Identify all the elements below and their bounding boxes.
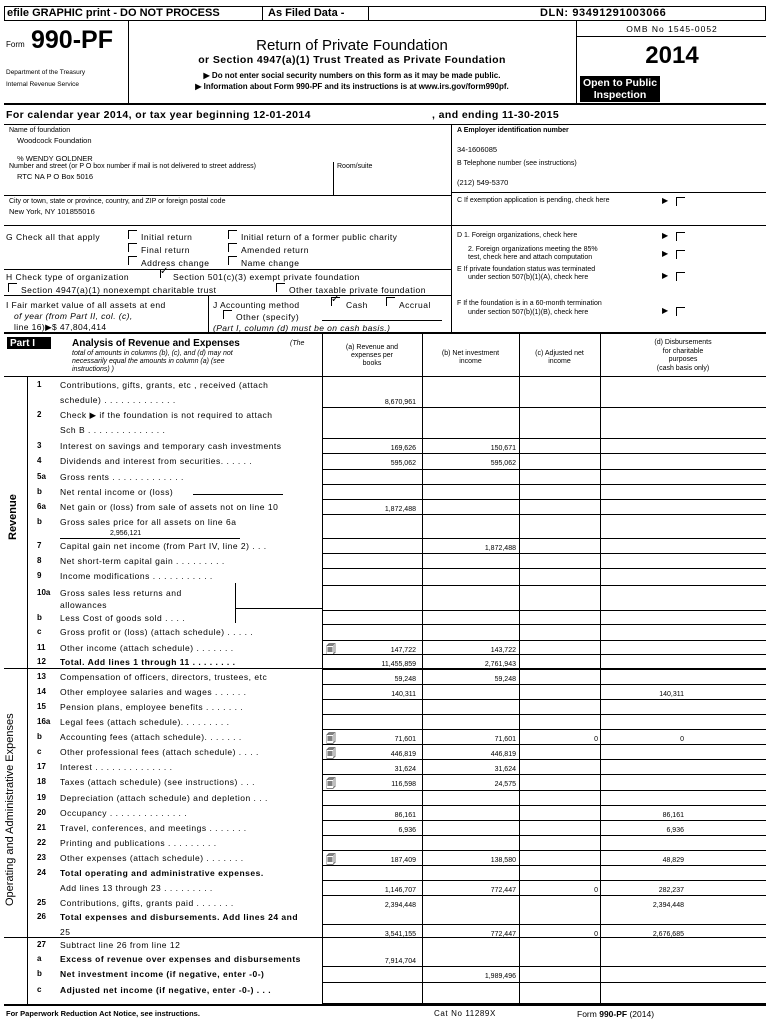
- col-b-value: 150,671: [490, 445, 516, 452]
- part1-title: Analysis of Revenue and Expenses: [72, 338, 240, 349]
- arrow-icon: ▶: [662, 306, 669, 315]
- line-description: Dividends and interest from securities. . . . . .: [60, 456, 253, 466]
- line-number: 1: [37, 380, 42, 389]
- line-description: Less Cost of goods sold . . . .: [60, 613, 186, 623]
- d1-label: D 1. Foreign organizations, check here: [457, 232, 578, 239]
- col-a-value: 147,722: [390, 647, 416, 654]
- foundation-name: Woodcock Foundation: [17, 136, 92, 145]
- line-description: Net rental income or (loss): [60, 487, 174, 497]
- f-label-2: under section 507(b)(1)(B), check here: [468, 309, 589, 316]
- ein-label: A Employer identification number: [457, 127, 569, 134]
- h-label: H Check type of organization: [6, 272, 130, 282]
- city-label: City or town, state or province, country, and ZIP or foreign postal code: [9, 198, 226, 205]
- c-exemption-checkbox[interactable]: [676, 197, 685, 206]
- line-description: Other professional fees (attach schedule) . . . .: [60, 747, 259, 757]
- col-d-header: (d) Disbursements for charitable purposes (cash basis only): [654, 339, 712, 372]
- col-a-value: 187,409: [390, 857, 416, 864]
- part1-desc1: total of amounts in columns (b), (c), and (d) may not: [72, 350, 233, 357]
- room-label: Room/suite: [337, 163, 373, 170]
- col-d-value: 86,161: [662, 812, 684, 819]
- col-d-value: 2,676,685: [652, 931, 684, 938]
- accrual-label: Accrual: [399, 300, 431, 310]
- col-a-value: 1,146,707: [384, 887, 416, 894]
- arrow-icon: ▶: [662, 271, 669, 280]
- banner-middle: As Filed Data -: [268, 7, 345, 19]
- col-a-value: 3,541,155: [384, 931, 416, 938]
- col-b-value: 31,624: [494, 766, 516, 773]
- attachment-icon[interactable]: 🗐: [326, 779, 336, 790]
- street-label: Number and street (or P O box number if mail is not delivered to street address): [9, 163, 256, 170]
- line-number: 14: [37, 687, 46, 696]
- col-a-value: 86,161: [394, 812, 416, 819]
- col-a-value: 140,311: [391, 691, 416, 698]
- line-number: b: [37, 969, 42, 978]
- attachment-icon[interactable]: 🗐: [326, 855, 336, 866]
- initial-former-checkbox[interactable]: [228, 230, 237, 239]
- line-description: Contributions, gifts, grants paid . . . . . . .: [60, 898, 234, 908]
- dept-treasury: Department of the Treasury: [6, 69, 86, 76]
- side-expenses-label: Operating and Administrative Expenses: [4, 713, 16, 906]
- line-number: 20: [37, 808, 46, 817]
- banner-left: efile GRAPHIC print - DO NOT PROCESS: [7, 7, 220, 19]
- line-description: Other expenses (attach schedule) . . . . . . .: [60, 853, 244, 863]
- attachment-icon[interactable]: 🗐: [326, 734, 336, 745]
- col-a-value: 6,936: [398, 827, 416, 834]
- address-change-label: Address change: [141, 258, 210, 268]
- open-public-line2: Inspection: [593, 89, 647, 101]
- line-description: Capital gain net income (from Part IV, line 2) . . .: [60, 541, 267, 551]
- line-number: 15: [37, 702, 46, 711]
- j-label: J Accounting method: [213, 300, 300, 310]
- form-title: Return of Private Foundation: [256, 37, 448, 54]
- initial-return-checkbox[interactable]: [128, 230, 137, 239]
- f-label-1: F If the foundation is in a 60-month termination: [457, 300, 602, 307]
- phone-value: (212) 549-5370: [457, 178, 509, 187]
- side-revenue-label: Revenue: [7, 494, 19, 540]
- line-number: 26: [37, 912, 46, 921]
- col-a-value: 446,819: [390, 751, 416, 758]
- care-of: % WENDY GOLDNER: [17, 154, 93, 163]
- line-description: Net investment income (if negative, enter -0-): [60, 969, 265, 979]
- info-note: ▶ Information about Form 990-PF and its instructions is at www.irs.gov/form990pf.: [195, 82, 509, 91]
- line-number: 23: [37, 853, 46, 862]
- d2-checkbox[interactable]: [676, 250, 685, 259]
- banner-dln: DLN: 93491291003066: [540, 7, 667, 19]
- address-change-checkbox[interactable]: [128, 256, 137, 265]
- i-line1: I Fair market value of all assets at end: [6, 300, 166, 310]
- checkmark-icon: ✓: [331, 294, 340, 305]
- col-d-value: 48,829: [662, 857, 684, 864]
- line-description: Adjusted net income (if negative, enter -0-) . . .: [60, 985, 272, 995]
- amended-return-label: Amended return: [241, 245, 309, 255]
- col-b-value: 59,248: [494, 676, 516, 683]
- col-c-value: 0: [594, 736, 598, 743]
- footer-paperwork: For Paperwork Reduction Act Notice, see instructions.: [6, 1009, 200, 1018]
- section-4947-label: Section 4947(a)(1) nonexempt charitable trust: [21, 285, 217, 295]
- line-description: Total. Add lines 1 through 11 . . . . . . . .: [60, 657, 236, 667]
- col-d-value: 0: [680, 736, 684, 743]
- col-b-value: 2,761,943: [484, 661, 516, 668]
- line-description: Occupancy . . . . . . . . . . . . . .: [60, 808, 188, 818]
- col-a-value: 71,601: [394, 736, 416, 743]
- col-b-value: 24,575: [494, 781, 516, 788]
- f-checkbox[interactable]: [676, 307, 685, 316]
- line-description: Net short-term capital gain . . . . . . . . .: [60, 556, 225, 566]
- line-description: Sch B . . . . . . . . . . . . . .: [60, 425, 166, 435]
- ending-date: , and ending 11-30-2015: [432, 109, 560, 121]
- line-number: c: [37, 747, 42, 756]
- line-description: Gross sales price for all assets on line 6a: [60, 517, 237, 527]
- line-description: allowances: [60, 600, 108, 610]
- line-description: Taxes (attach schedule) (see instructions) . . .: [60, 777, 256, 787]
- d2-label-2: test, check here and attach computation: [468, 254, 593, 261]
- accrual-checkbox[interactable]: [386, 297, 395, 306]
- tax-year: 2014: [645, 42, 699, 69]
- amended-return-checkbox[interactable]: [228, 243, 237, 252]
- col-a-value: 2,394,448: [384, 902, 416, 909]
- line-description: Add lines 13 through 23 . . . . . . . . .: [60, 883, 213, 893]
- dept-irs: Internal Revenue Service: [6, 81, 79, 88]
- line-number: 25: [37, 898, 46, 907]
- line-description: schedule) . . . . . . . . . . . . .: [60, 395, 176, 405]
- col-a-value: 11,455,859: [381, 661, 416, 668]
- line-number: 12: [37, 657, 46, 666]
- section-4947-checkbox[interactable]: [8, 283, 17, 292]
- c-exemption-label: C If exemption application is pending, check here: [457, 197, 610, 204]
- part1-desc2: necessarily equal the amounts in column (a) (see: [72, 358, 225, 365]
- line-description: Contributions, gifts, grants, etc , received (attach: [60, 380, 269, 390]
- col-a-value: 595,062: [390, 460, 416, 467]
- line-number: 10a: [37, 588, 51, 597]
- line-number: c: [37, 985, 42, 994]
- line-number: a: [37, 954, 42, 963]
- col-d-value: 2,394,448: [652, 902, 684, 909]
- line-description: 25: [60, 927, 71, 937]
- g-label: G Check all that apply: [6, 232, 101, 242]
- line-description: Compensation of officers, directors, trustees, etc: [60, 672, 268, 682]
- col-a-value: 8,670,961: [384, 399, 416, 406]
- form-number: 990-PF: [31, 26, 113, 54]
- col-b-value: 1,989,496: [484, 973, 516, 980]
- e-label-2: under section 507(b)(1)(A), check here: [468, 274, 589, 281]
- other-method-checkbox[interactable]: [223, 310, 232, 319]
- line-description: Total operating and administrative expenses.: [60, 868, 264, 878]
- line-description: Printing and publications . . . . . . . . .: [60, 838, 217, 848]
- line-number: 13: [37, 672, 46, 681]
- col-a-value: 116,598: [391, 781, 416, 788]
- section-501c3-label: Section 501(c)(3) exempt private foundation: [173, 272, 360, 282]
- line-description: Pension plans, employee benefits . . . . . . .: [60, 702, 244, 712]
- col-b-value: 446,819: [490, 751, 516, 758]
- col-b-value: 595,062: [490, 460, 516, 467]
- col-a-value: 31,624: [394, 766, 416, 773]
- line-number: c: [37, 627, 42, 636]
- line-description: Gross sales less returns and: [60, 588, 182, 598]
- e-label-1: E If private foundation status was terminated: [457, 266, 596, 273]
- col-c-header: (c) Adjusted net income: [535, 350, 584, 365]
- line-description: Total expenses and disbursements. Add lines 24 and: [60, 912, 299, 922]
- col-b-value: 138,580: [490, 857, 516, 864]
- line-number: 5a: [37, 472, 46, 481]
- calendar-year: For calendar year 2014, or tax year beginning 12-01-2014: [6, 109, 311, 121]
- line-number: b: [37, 487, 42, 496]
- line-description: Legal fees (attach schedule). . . . . . . . .: [60, 717, 230, 727]
- line-number: 2: [37, 410, 42, 419]
- line-description: Income modifications . . . . . . . . . . .: [60, 571, 213, 581]
- line-description: Check ▶ if the foundation is not required to attach: [60, 410, 273, 420]
- col-d-value: 140,311: [659, 691, 684, 698]
- line6b-value: 2,956,121: [110, 530, 142, 537]
- col-b-header: (b) Net investment income: [441, 350, 500, 365]
- line-description: Interest . . . . . . . . . . . . . .: [60, 762, 173, 772]
- line-number: 9: [37, 571, 42, 580]
- fmv-assets: line 16)▶$ 47,804,414: [14, 322, 107, 332]
- phone-label: B Telephone number (see instructions): [457, 160, 577, 167]
- col-b-value: 1,872,488: [484, 545, 516, 552]
- e-checkbox[interactable]: [676, 272, 685, 281]
- line-description: Net gain or (loss) from sale of assets not on line 10: [60, 502, 279, 512]
- line-description: Subtract line 26 from line 12: [60, 940, 181, 950]
- line-number: 27: [37, 940, 46, 949]
- city-state-zip: New York, NY 101855016: [9, 207, 95, 216]
- line-description: Excess of revenue over expenses and disbursements: [60, 954, 301, 964]
- d1-checkbox[interactable]: [676, 232, 685, 241]
- line-number: 19: [37, 793, 46, 802]
- line-number: 7: [37, 541, 42, 550]
- footer-form: Form 990-PF (2014): [577, 1009, 655, 1019]
- col-a-value: 1,872,488: [384, 506, 416, 513]
- line-number: 11: [37, 643, 46, 652]
- checkmark-icon: ✓: [160, 266, 169, 277]
- open-public-line1: Open to Public: [582, 77, 658, 89]
- final-return-checkbox[interactable]: [128, 243, 137, 252]
- line-number: b: [37, 613, 42, 622]
- attachment-icon[interactable]: 🗐: [326, 645, 336, 656]
- arrow-icon: ▶: [662, 231, 669, 240]
- part1-desc3: instructions) ): [72, 366, 115, 373]
- line-description: Other employee salaries and wages . . . . . .: [60, 687, 247, 697]
- col-a-value: 7,914,704: [384, 958, 416, 965]
- name-change-label: Name change: [241, 258, 300, 268]
- line-number: 4: [37, 456, 42, 465]
- other-method-label: Other (specify): [236, 312, 300, 322]
- other-taxable-label: Other taxable private foundation: [289, 285, 426, 295]
- form-label: Form: [6, 40, 25, 49]
- ein-value: 34-1606085: [457, 145, 498, 154]
- col-d-value: 282,237: [658, 887, 684, 894]
- line-number: 6a: [37, 502, 46, 511]
- name-change-checkbox[interactable]: [228, 256, 237, 265]
- initial-former-label: Initial return of a former public charity: [241, 232, 398, 242]
- line-number: 17: [37, 762, 46, 771]
- col-b-value: 143,722: [490, 647, 516, 654]
- name-label: Name of foundation: [9, 127, 71, 134]
- line-number: 24: [37, 868, 46, 877]
- col-b-value: 772,447: [490, 931, 516, 938]
- arrow-icon: ▶: [662, 196, 669, 205]
- line-description: Gross rents . . . . . . . . . . . . .: [60, 472, 184, 482]
- d2-label-1: 2. Foreign organizations meeting the 85%: [468, 246, 598, 253]
- line-number: 21: [37, 823, 46, 832]
- line-number: 16a: [37, 717, 51, 726]
- line-description: Other income (attach schedule) . . . . . . .: [60, 643, 234, 653]
- col-c-value: 0: [594, 931, 598, 938]
- col-c-value: 0: [594, 887, 598, 894]
- attachment-icon[interactable]: 🗐: [326, 749, 336, 760]
- line-number: 8: [37, 556, 42, 565]
- final-return-label: Final return: [141, 245, 190, 255]
- line-description: Accounting fees (attach schedule). . . . . . .: [60, 732, 242, 742]
- line-description: Depreciation (attach schedule) and depletion . . .: [60, 793, 268, 803]
- cash-label: Cash: [346, 300, 368, 310]
- col-a-value: 59,248: [394, 676, 416, 683]
- form-subtitle: or Section 4947(a)(1) Trust Treated as Private Foundation: [198, 54, 506, 66]
- line-number: 3: [37, 441, 42, 450]
- line-number: b: [37, 732, 42, 741]
- line-description: Travel, conferences, and meetings . . . . . . .: [60, 823, 247, 833]
- col-b-value: 71,601: [494, 736, 516, 743]
- line-number: b: [37, 517, 42, 526]
- i-line2: of year (from Part II, col. (c),: [14, 311, 133, 321]
- other-taxable-checkbox[interactable]: [276, 283, 285, 292]
- cash-basis-note: (Part I, column (d) must be on cash basis.): [213, 323, 391, 333]
- arrow-icon: ▶: [662, 249, 669, 258]
- footer-cat: Cat No 11289X: [434, 1009, 496, 1018]
- street-address: RTC NA P O Box 5016: [17, 172, 94, 181]
- col-d-value: 6,936: [666, 827, 684, 834]
- initial-return-label: Initial return: [141, 232, 193, 242]
- line-description: Gross profit or (loss) (attach schedule) . . . . .: [60, 627, 254, 637]
- omb-number: OMB No 1545-0052: [626, 24, 718, 34]
- col-b-value: 772,447: [490, 887, 516, 894]
- col-a-header: (a) Revenue and expenses per books: [345, 344, 399, 367]
- ssn-note: ▶ Do not enter social security numbers on this form as it may be made public.: [203, 71, 501, 80]
- col-a-value: 169,626: [390, 445, 416, 452]
- part1-title-small: (The: [290, 340, 305, 347]
- part1-tag: Part I: [10, 338, 36, 349]
- line-number: 22: [37, 838, 46, 847]
- line-description: Interest on savings and temporary cash investments: [60, 441, 282, 451]
- line-number: 18: [37, 777, 46, 786]
